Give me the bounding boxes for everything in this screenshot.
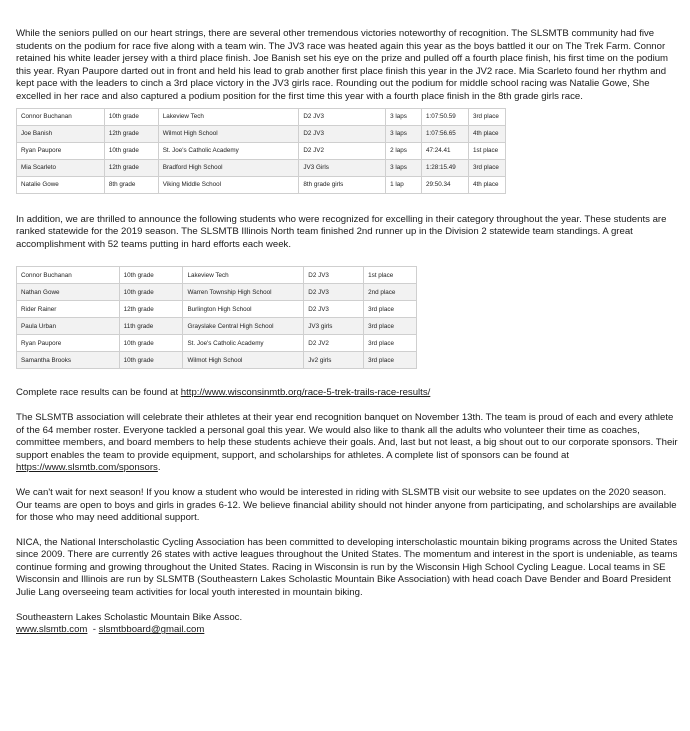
table-cell: Lakeview Tech [158,108,299,125]
table-cell: 8th grade [104,176,158,193]
next-season-paragraph: We can't wait for next season! If you know a student who would be interested in riding with SLSMTB visit our website to see updates on the 2020 season. Our teams are open to boys and girls in grades 6-12. We believe financial ability should not hinder anyone from participating, and scholarships are available for those who may need additional support. [16,486,677,524]
table-row [17,335,417,352]
table-cell: Rider Rainer [17,301,120,318]
table-row [17,267,417,284]
banquet-paragraph [16,412,678,475]
results-link-line [16,387,678,400]
table-cell: Joe Banish [17,125,105,142]
table-cell: D2 JV3 [299,108,386,125]
table-cell: Burlington High School [183,301,304,318]
table-cell: 3rd place [364,335,417,352]
table-cell: D2 JV2 [304,335,364,352]
table-cell: Grayslake Central High School [183,318,304,335]
table-cell: 29:50.34 [422,176,469,193]
table-row [17,125,506,142]
table-cell: 10th grade [104,108,158,125]
signature-contact [16,624,678,637]
table-cell: 2 laps [386,142,422,159]
table-cell: Lakeview Tech [183,267,304,284]
table-cell: 4th place [468,176,505,193]
table-cell: 1:07:50.59 [422,108,469,125]
table-cell: 3rd place [364,301,417,318]
statewide-paragraph: In addition, we are thrilled to announce the following students who were recognized for excelling in their category throughout the year. These students are ranked statewide for the 2019 season. The SLSMTB Illinois North team finished 2nd runner up in the Division 2 statewide team standings. A great accomplishment with 52 teams putting in hard efforts each week. [16,213,667,250]
table-cell: Nathan Gowe [17,284,120,301]
race-results-table [16,108,506,194]
table-cell: Ryan Paupore [17,335,120,352]
table-cell: 3rd place [364,352,417,369]
table-row [17,301,417,318]
table-cell: Natalie Gowe [17,176,105,193]
email-link[interactable]: slsmtbboard@gmail.com [98,624,205,636]
table-cell: D2 JV3 [304,267,364,284]
table-cell: 8th grade girls [299,176,386,193]
document-body [16,28,678,637]
table-cell: Connor Buchanan [17,267,120,284]
table-row [17,176,506,193]
table-cell: 2nd place [364,284,417,301]
table-row [17,159,506,176]
table-row [17,352,417,369]
sponsors-link[interactable]: https://www.slsmtb.com/sponsors [16,462,158,474]
table-cell: Wilmot High School [158,125,299,142]
table-cell: 3 laps [386,159,422,176]
table-cell: St. Joe's Catholic Academy [158,142,299,159]
banquet-suffix: . [157,462,161,474]
table-cell: 3rd place [468,159,505,176]
table-cell: St. Joe's Catholic Academy [183,335,304,352]
results-link[interactable]: http://www.wisconsinmtb.org/race-5-trek-trails-race-results/ [180,387,431,399]
table-cell: Bradford High School [158,159,299,176]
statewide-results-table [16,266,417,369]
table-cell: 1st place [364,267,417,284]
table-cell: 10th grade [104,142,158,159]
table-cell: Paula Urban [17,318,120,335]
table-cell: 3 laps [386,125,422,142]
table-cell: Viking Middle School [158,176,299,193]
table-cell: 1:07:56.65 [422,125,469,142]
table-cell: 3rd place [468,108,505,125]
table-cell: Mia Scarleto [17,159,105,176]
table-cell: 1:28:15.49 [422,159,469,176]
table-cell: Warren Township High School [183,284,304,301]
table-cell: 3 laps [386,108,422,125]
signature-org: Southeastern Lakes Scholastic Mountain Bike Assoc. [16,611,243,623]
table-cell: 47:24.41 [422,142,469,159]
table-cell: D2 JV2 [299,142,386,159]
nica-paragraph: NICA, the National Interscholastic Cycling Association has been committed to developing interscholastic mountain biking programs across the United States since 2009. There are currently 26 states with active leagues throughout the United States. The momentum and interest in the sport is undeniable, as teams continue forming and growing throughout the United States. Racing in Wisconsin is run by the Wisconsin High School Cycling League. Local teams in SE Wisconsin and Illinois are run by SLSMTB (Southeastern Lakes Scholastic Mountain Bike Association) with head coach Dave Bender and Board President Julie Lang overseeing team activities for local youth interested in mountain biking. [16,536,678,599]
table-cell: D2 JV3 [304,284,364,301]
table-cell: 3rd place [364,318,417,335]
table-cell: 12th grade [104,125,158,142]
table-cell: 12th grade [104,159,158,176]
table-row [17,108,506,125]
table-cell: 4th place [468,125,505,142]
table-cell: 12th grade [119,301,183,318]
table-row [17,284,417,301]
table-cell: 10th grade [119,284,183,301]
table-cell: Connor Buchanan [17,108,105,125]
table-cell: Samantha Brooks [17,352,120,369]
banquet-text: The SLSMTB association will celebrate their athletes at their year end recognition banquet on November 13th. The team is proud of each and every athlete of the 64 member roster. Everyone tackled a personal goal this year. We would also like to thank all the adults who volunteer their time as coaches, committee members, and board members to help these students achieve their goals. And, last but not least, a big shout out to our corporate sponsors. Their support enables the team to provide equipment, support, and scholarships for athletes. A complete list of sponsors can be found at [16,411,678,461]
table-cell: 11th grade [119,318,183,335]
table-row [17,318,417,335]
table-cell: D2 JV3 [304,301,364,318]
table-cell: 10th grade [119,267,183,284]
table-cell: Wilmot High School [183,352,304,369]
table-cell: JV3 girls [304,318,364,335]
intro-paragraph: While the seniors pulled on our heart strings, there are several other tremendous victories noteworthy of recognition. The SLSMTB community had five students on the podium for race five along with a team win. The JV3 race was heated again this year as the boys battled it our on The Trek Farm. Connor retained his white leader jersey with a third place finish. Joe Banish set his eye on the prize and pulled off a fourth place finish, his first time on the podium this year. Ryan Paupore darted out in front and held his lead to grab another first place finish this year in the JV2 race. Mia Scarleto found her rhythm and kept pace with the leaders to cinch a 3rd place victory in the JV3 girls race. Rounding out the podium for middle school racing was Natalie Gowe, She excelled in her race and also captured a podium position for the first time this year with a fourth place finish in the 8th grade girls race. [16,28,669,102]
table-cell: JV3 Girls [299,159,386,176]
signature-separator: - [87,624,99,636]
results-link-prefix: Complete race results can be found at [16,387,181,399]
website-link[interactable]: www.slsmtb.com [16,624,88,636]
table-cell: D2 JV3 [299,125,386,142]
table-cell: Ryan Paupore [17,142,105,159]
table-cell: 1 lap [386,176,422,193]
table-cell: 1st place [468,142,505,159]
table-row [17,142,506,159]
table-cell: 10th grade [119,352,183,369]
table-cell: 10th grade [119,335,183,352]
table-cell: Jv2 girls [304,352,364,369]
